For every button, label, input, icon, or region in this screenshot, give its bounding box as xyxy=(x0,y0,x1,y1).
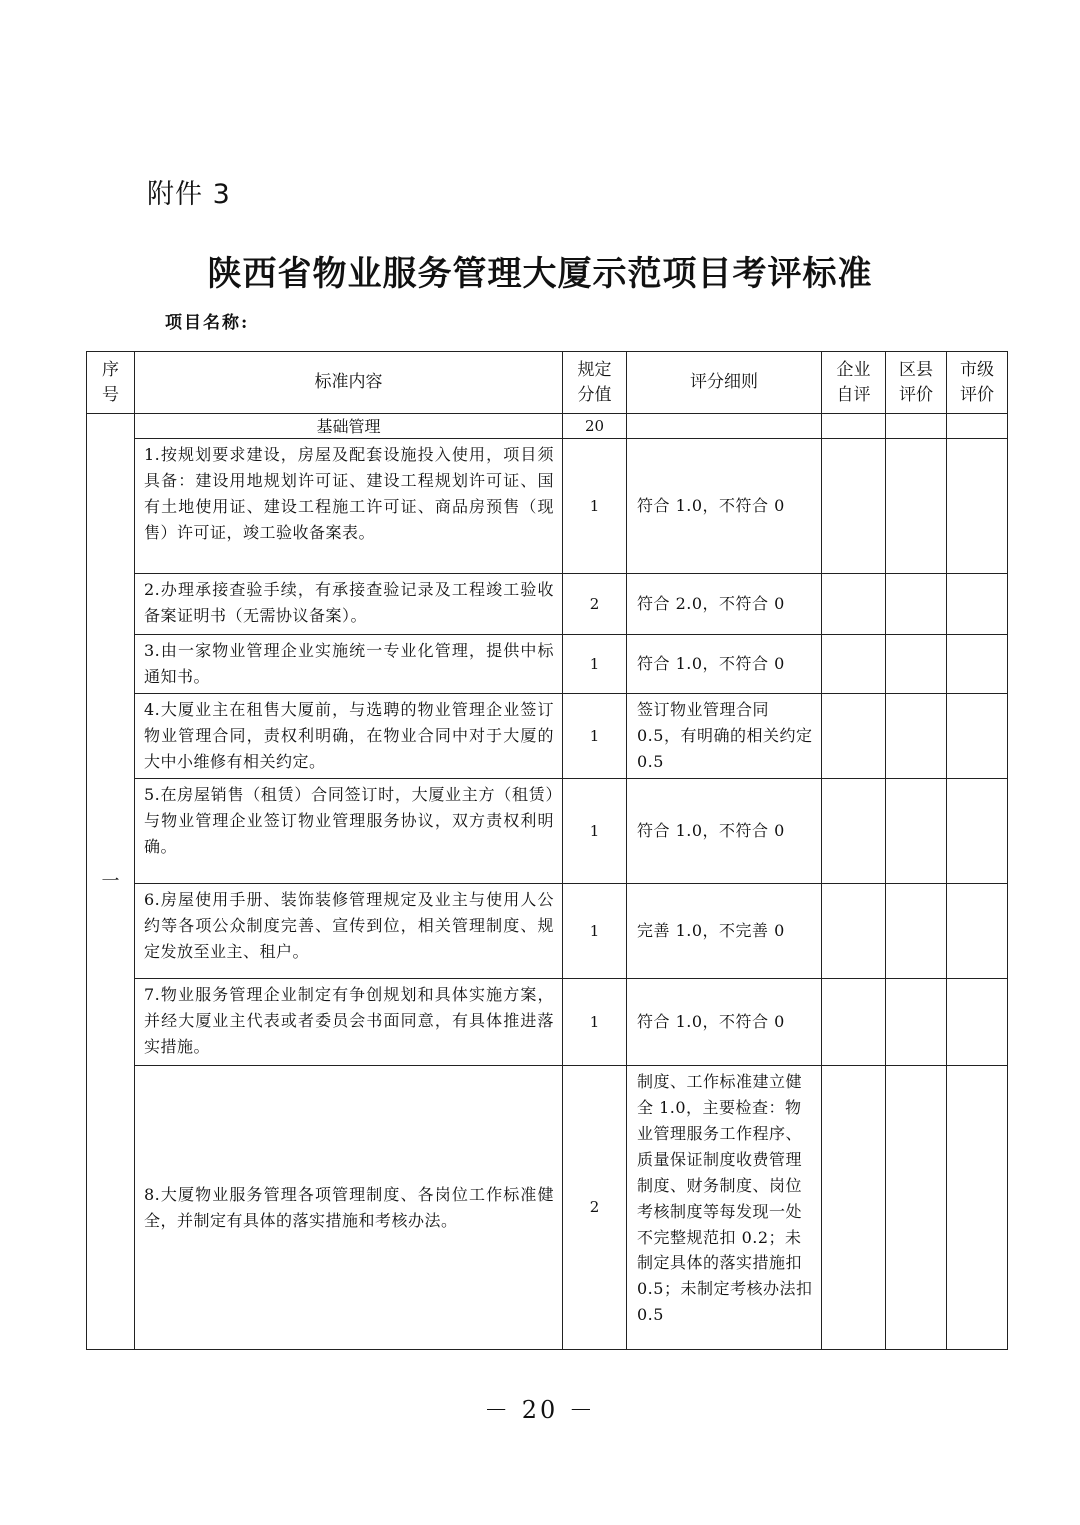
section-score: 20 xyxy=(563,414,627,439)
header-seq: 序号 xyxy=(87,352,135,414)
scoring-rule: 完善 1.0，不完善 0 xyxy=(627,884,822,979)
table-row xyxy=(87,884,1008,979)
project-name-label: 项目名称: xyxy=(165,313,250,333)
evaluation-table xyxy=(86,351,1008,1350)
district-eval-cell[interactable] xyxy=(886,1066,947,1350)
table-row xyxy=(87,779,1008,884)
criterion-text: 5.在房屋销售（租赁）合同签订时，大厦业主方（租赁）与物业管理企业签订物业管理服务协议，双方责权利明确。 xyxy=(135,779,563,884)
city-eval-cell[interactable] xyxy=(947,779,1008,884)
criterion-score: 2 xyxy=(563,574,627,635)
table-row xyxy=(87,635,1008,694)
scoring-rule: 符合 1.0，不符合 0 xyxy=(627,635,822,694)
table-row xyxy=(87,574,1008,635)
city-eval-cell[interactable] xyxy=(947,1066,1008,1350)
criterion-score: 1 xyxy=(563,979,627,1066)
city-eval-cell[interactable] xyxy=(947,979,1008,1066)
city-eval-cell[interactable] xyxy=(947,884,1008,979)
self-eval-cell[interactable] xyxy=(822,979,886,1066)
document-title: 陕西省物业服务管理大厦示范项目考评标准 xyxy=(207,254,873,294)
criterion-text: 4.大厦业主在租售大厦前，与选聘的物业管理企业签订物业管理合同，责权利明确，在物业合同中对于大厦的大中小维修有相关约定。 xyxy=(135,694,563,779)
section-row xyxy=(87,414,1008,439)
header-row xyxy=(87,352,1008,414)
scoring-rule: 符合 1.0，不符合 0 xyxy=(627,979,822,1066)
scoring-rule: 签订物业管理合同 0.5，有明确的相关约定 0.5 xyxy=(627,694,822,779)
scoring-rule: 制度、工作标准建立健全 1.0，主要检查：物业管理服务工作程序、质量保证制度收费管理制度、财务制度、岗位考核制度等每发现一处不完整规范扣 0.2；未制定具体的落实措施扣 0.5；未制定考核办法扣 0.5 xyxy=(627,1066,822,1350)
city-eval-cell[interactable] xyxy=(947,694,1008,779)
criterion-text: 8.大厦物业服务管理各项管理制度、各岗位工作标准健全，并制定有具体的落实措施和考核办法。 xyxy=(135,1066,563,1350)
header-city-eval: 市级评价 xyxy=(947,352,1008,414)
self-eval-cell[interactable] xyxy=(822,439,886,574)
header-rule: 评分细则 xyxy=(627,352,822,414)
table-row xyxy=(87,979,1008,1066)
section-seq: 一 xyxy=(87,414,135,1350)
criterion-text: 7.物业服务管理企业制定有争创规划和具体实施方案，并经大厦业主代表或者委员会书面同意，有具体推进落实措施。 xyxy=(135,979,563,1066)
header-content: 标准内容 xyxy=(135,352,563,414)
criterion-score: 1 xyxy=(563,884,627,979)
district-eval-cell[interactable] xyxy=(886,979,947,1066)
self-eval-cell[interactable] xyxy=(822,694,886,779)
city-eval-cell[interactable] xyxy=(947,574,1008,635)
self-eval-cell[interactable] xyxy=(822,884,886,979)
district-eval-cell[interactable] xyxy=(886,694,947,779)
criterion-score: 2 xyxy=(563,1066,627,1350)
criterion-text: 2.办理承接查验手续，有承接查验记录及工程竣工验收备案证明书（无需协议备案）。 xyxy=(135,574,563,635)
criterion-text: 6.房屋使用手册、装饰装修管理规定及业主与使用人公约等各项公众制度完善、宣传到位，相关管理制度、规定发放至业主、租户。 xyxy=(135,884,563,979)
district-eval-cell[interactable] xyxy=(886,884,947,979)
self-eval-cell[interactable] xyxy=(822,574,886,635)
attachment-label: 附件 3 xyxy=(147,179,231,210)
header-district-eval: 区县评价 xyxy=(886,352,947,414)
scoring-rule: 符合 2.0，不符合 0 xyxy=(627,574,822,635)
header-score: 规定分值 xyxy=(563,352,627,414)
criterion-score: 1 xyxy=(563,439,627,574)
table-row xyxy=(87,694,1008,779)
page-number: － 20 － xyxy=(484,1396,596,1424)
table-row xyxy=(87,439,1008,574)
criterion-text: 3.由一家物业管理企业实施统一专业化管理，提供中标通知书。 xyxy=(135,635,563,694)
self-eval-cell[interactable] xyxy=(822,779,886,884)
header-self-eval: 企业自评 xyxy=(822,352,886,414)
district-eval-cell[interactable] xyxy=(886,779,947,884)
criterion-score: 1 xyxy=(563,779,627,884)
criterion-text: 1.按规划要求建设，房屋及配套设施投入使用，项目须具备：建设用地规划许可证、建设工程规划许可证、国有土地使用证、建设工程施工许可证、商品房预售（现售）许可证，竣工验收备案表。 xyxy=(135,439,563,574)
scoring-rule: 符合 1.0，不符合 0 xyxy=(627,439,822,574)
table-row xyxy=(87,1066,1008,1350)
district-eval-cell[interactable] xyxy=(886,439,947,574)
section-title: 基础管理 xyxy=(135,414,563,439)
city-eval-cell[interactable] xyxy=(947,439,1008,574)
city-eval-cell[interactable] xyxy=(947,635,1008,694)
district-eval-cell[interactable] xyxy=(886,574,947,635)
criterion-score: 1 xyxy=(563,694,627,779)
self-eval-cell[interactable] xyxy=(822,635,886,694)
district-eval-cell[interactable] xyxy=(886,635,947,694)
self-eval-cell[interactable] xyxy=(822,1066,886,1350)
criterion-score: 1 xyxy=(563,635,627,694)
scoring-rule: 符合 1.0，不符合 0 xyxy=(627,779,822,884)
